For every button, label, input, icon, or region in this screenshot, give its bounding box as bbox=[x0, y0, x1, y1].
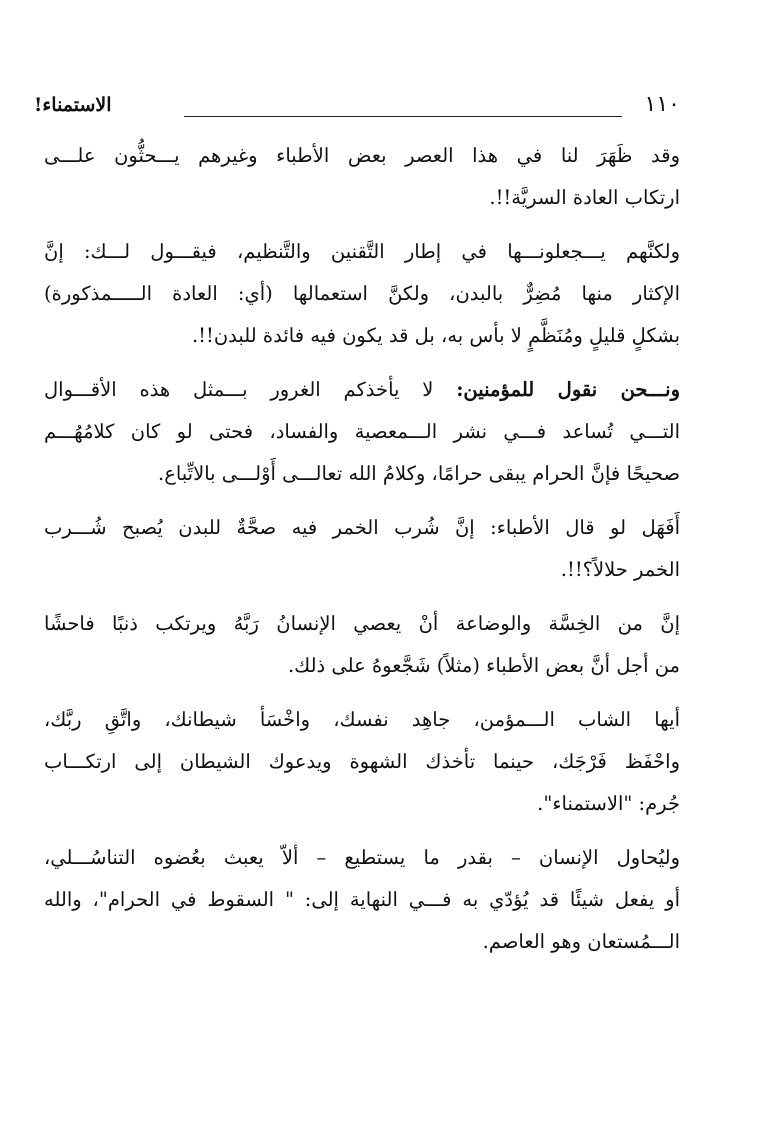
paragraph-lead: ونـــحن نقول للمؤمنين: bbox=[456, 378, 680, 401]
page-header bbox=[34, 90, 680, 126]
paragraph bbox=[44, 135, 680, 219]
paragraph bbox=[44, 369, 680, 495]
text-line: الخمر حلالاً؟!!. bbox=[560, 558, 680, 581]
text-line: ولكنَّهم يـــجعلونـــها في إطار التَّقنين والتَّنظيم، فيقـــول لـــك: إنَّ bbox=[44, 240, 680, 263]
paragraph bbox=[44, 603, 680, 687]
text-line bbox=[44, 369, 680, 411]
text-line: صحيحًا فإنَّ الحرام يبقى حرامًا، وكلامُ الله تعالـــى أَوْلـــى بالاتِّباع. bbox=[158, 462, 680, 485]
text-line: بشكلٍ قليلٍ ومُنَظَّمٍ لا بأس به، بل قد يكون فيه فائدة للبدن!!. bbox=[191, 324, 680, 347]
paragraph bbox=[44, 837, 680, 963]
text-line: أيها الشاب الـــمؤمن، جاهِد نفسك، واخْسَأ شيطانك، واتَّقِ ربَّك، bbox=[44, 708, 680, 731]
text-line: التـــي تُساعد فـــي نشر الـــمعصية والفساد، فحتى لو كان كلامُهُـــم bbox=[44, 420, 680, 443]
text-line: وقد ظَهَرَ لنا في هذا العصر بعض الأطباء وغيرهم يـــحثُّون علـــى bbox=[44, 144, 680, 167]
text-line: واحْفَظ فَرْجَك، حينما تأخذك الشهوة ويدعوك الشيطان إلى ارتكـــاب bbox=[44, 750, 680, 773]
text-line: أَفَهَل لو قال الأطباء: إنَّ شُرب الخمر فيه صحَّةٌ للبدن يُصبح شُـــرب bbox=[44, 516, 680, 539]
text-line: الإكثار منها مُضِرٌّ بالبدن، ولكنَّ استعمالها (أي: العادة الـــــمذكورة) bbox=[44, 282, 680, 305]
text-line: وليُحاول الإنسان – بقدر ما يستطيع – ألاّ يعبث بعُضوه التناسُـــلي، bbox=[44, 846, 680, 869]
text-line: من أجل أنَّ بعض الأطباء (مثلاً) شَجَّعوهُ على ذلك. bbox=[287, 654, 680, 677]
paragraph bbox=[44, 231, 680, 357]
text-line: الـــمُستعان وهو العاصم. bbox=[482, 930, 680, 953]
paragraph bbox=[44, 507, 680, 591]
paragraph bbox=[44, 699, 680, 825]
body-text bbox=[44, 135, 680, 975]
running-title: الاستمناء! bbox=[34, 94, 112, 116]
header-rule bbox=[184, 116, 622, 117]
text-line: ارتكاب العادة السريَّة!!. bbox=[489, 186, 680, 209]
text-line: أو يفعل شيئًا قد يُؤدّي به فـــي النهاية إلى: " السقوط في الحرام"، والله bbox=[44, 888, 680, 911]
text-line: إنَّ من الخِسَّة والوضاعة أنْ يعصي الإنسانُ رَبَّهُ ويرتكب ذنبًا فاحشًا bbox=[44, 612, 680, 635]
page-number: ١١٠ bbox=[644, 92, 680, 117]
text-line: جُرم: "الاستمناء". bbox=[537, 792, 680, 815]
text-line-rest: لا يأخذكم الغرور بـــمثل هذه الأقـــوال bbox=[44, 378, 434, 401]
